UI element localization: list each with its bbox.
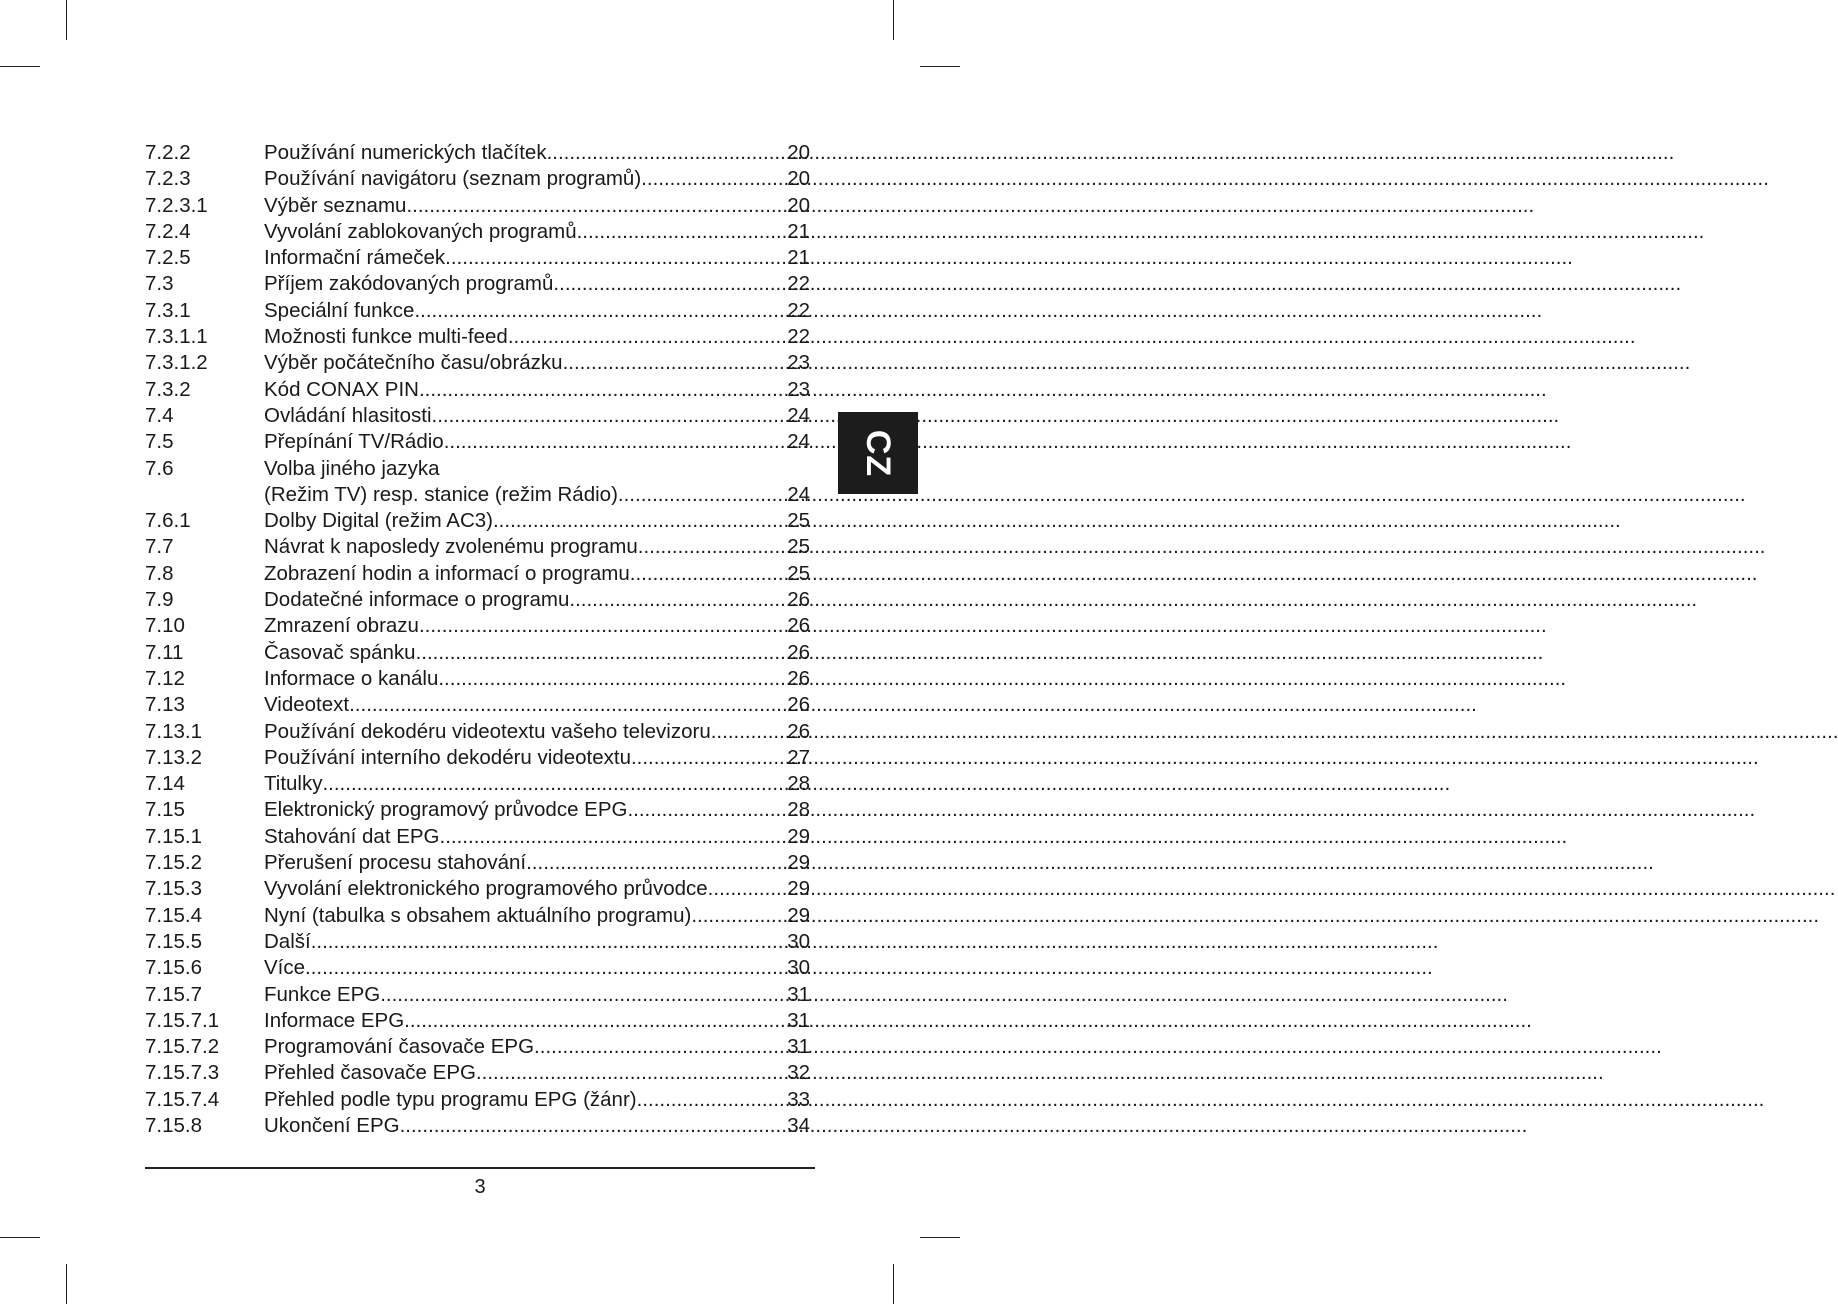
toc-section-title: Možnosti funkce multi-feed	[264, 325, 508, 349]
toc-row[interactable]	[145, 955, 810, 981]
toc-section-title: Volba jiného jazyka	[264, 456, 440, 480]
toc-row[interactable]	[145, 850, 810, 876]
toc-row[interactable]	[145, 561, 810, 587]
toc-dot-leader	[432, 403, 788, 429]
crop-mark-left-bottom	[0, 1237, 40, 1238]
toc-page-number: 20	[787, 141, 810, 164]
toc-section-title: Vyvolání zablokovaných programů	[264, 219, 577, 243]
toc-row[interactable]	[145, 613, 810, 639]
toc-section-number: 7.5	[145, 430, 174, 454]
toc-section-number: 7.13.2	[145, 745, 202, 769]
toc-section-title: Speciální funkce	[264, 298, 415, 322]
toc-section-title: Příjem zakódovaných programů	[264, 272, 554, 296]
toc-dot-leader	[311, 929, 787, 955]
toc-dot-leader	[438, 666, 787, 692]
toc-section-number: 7.9	[145, 588, 174, 612]
toc-page-number: 21	[787, 219, 810, 243]
toc-section-title: Ukončení EPG	[264, 1113, 400, 1137]
toc-row[interactable]	[145, 403, 810, 429]
toc-row[interactable]	[145, 771, 810, 797]
toc-page-number: 20	[787, 167, 810, 191]
toc-section-title: Dodatečné informace o programu	[264, 588, 570, 612]
toc-section-number: 7.2.4	[145, 219, 191, 243]
toc-section-number: 7.15.7.4	[145, 1087, 220, 1111]
toc-page-number: 29	[787, 851, 810, 875]
toc-page-number: 26	[787, 693, 810, 717]
crop-mark-left-top	[0, 66, 40, 67]
toc-section-title: Zobrazení hodin a informací o programu	[264, 561, 630, 585]
toc-page-number: 26	[787, 588, 810, 612]
crop-mark-bottom-left	[66, 1264, 67, 1304]
toc-page-number: 24	[787, 430, 810, 454]
toc-page-number: 26	[787, 614, 810, 638]
toc-row[interactable]	[145, 929, 810, 955]
toc-section-title: Výběr seznamu	[264, 193, 407, 217]
toc-row[interactable]	[145, 534, 810, 560]
footer-rule	[145, 1167, 815, 1169]
toc-dot-leader	[508, 324, 787, 350]
toc-dot-leader	[569, 587, 787, 613]
toc-dot-leader	[563, 350, 788, 376]
toc-row[interactable]	[145, 377, 810, 403]
toc-section-number: 7.15.7	[145, 982, 202, 1006]
toc-section-number: 7.6	[145, 456, 174, 480]
toc-section-number: 7.13.1	[145, 719, 202, 743]
toc-section-title: Dolby Digital (režim AC3)	[264, 509, 493, 533]
toc-section-number: 7.15	[145, 798, 185, 822]
toc-row[interactable]	[145, 903, 810, 929]
toc-row[interactable]	[145, 745, 810, 771]
toc-page-number: 30	[787, 929, 810, 953]
toc-dot-leader	[708, 876, 788, 902]
toc-dot-leader	[630, 561, 787, 587]
toc-page-number: 22	[787, 325, 810, 349]
toc-dot-leader	[577, 219, 788, 245]
toc-page-number: 29	[787, 824, 810, 848]
toc-section-title: Návrat k naposledy zvolenému programu	[264, 535, 638, 559]
crop-mark-top-right	[893, 0, 894, 40]
toc-row[interactable]	[145, 719, 810, 745]
toc-row[interactable]	[145, 193, 810, 219]
toc-row[interactable]	[145, 245, 810, 271]
toc-page-number: 31	[787, 1035, 810, 1059]
toc-page-number: 26	[787, 640, 810, 664]
toc-page-number: 26	[787, 719, 810, 743]
toc-section-number: 7.15.6	[145, 956, 202, 980]
toc-row[interactable]	[145, 797, 810, 823]
toc-section-title: Přehled podle typu programu EPG (žánr)	[264, 1087, 637, 1111]
toc-dot-leader	[526, 850, 787, 876]
toc-section-number: 7.3	[145, 272, 174, 296]
toc-page-number: 25	[787, 535, 810, 559]
toc-page-number: 31	[787, 982, 810, 1006]
toc-section-number: 7.14	[145, 772, 185, 796]
toc-dot-leader	[547, 140, 788, 166]
toc-dot-leader	[305, 955, 787, 981]
toc-dot-leader	[627, 797, 787, 823]
toc-dot-leader	[711, 719, 787, 745]
toc-section-number: 7.6.1	[145, 509, 191, 533]
toc-page-number: 22	[787, 272, 810, 296]
toc-section-title: Přepínání TV/Rádio	[264, 430, 444, 454]
toc-row[interactable]	[145, 140, 810, 166]
toc-section-number: 7.7	[145, 535, 174, 559]
toc-section-number: 7.3.1	[145, 298, 191, 322]
table-of-contents	[145, 140, 810, 1139]
toc-row[interactable]	[145, 482, 810, 508]
toc-page-number: 30	[787, 956, 810, 980]
toc-section-title: Přerušení procesu stahování	[264, 851, 527, 875]
toc-dot-leader	[637, 1087, 788, 1113]
toc-row[interactable]	[145, 456, 810, 482]
language-tab-label: CZ	[859, 429, 898, 477]
toc-dot-leader	[440, 824, 788, 850]
toc-section-title: Kód CONAX PIN	[264, 377, 419, 401]
toc-section-number: 7.15.7.3	[145, 1061, 220, 1085]
toc-section-title: Další	[264, 929, 311, 953]
page-number: 3	[474, 1176, 486, 1198]
toc-row[interactable]	[145, 508, 810, 534]
toc-section-number: 7.2.2	[145, 141, 191, 164]
toc-row[interactable]	[145, 298, 810, 324]
toc-dot-leader	[534, 1034, 787, 1060]
toc-section-title: Ovládání hlasitosti	[264, 403, 432, 427]
toc-section-number: 7.15.1	[145, 824, 202, 848]
toc-page-number: 22	[787, 298, 810, 322]
toc-section-title: Používání interního dekodéru videotextu	[264, 745, 631, 769]
toc-row[interactable]	[145, 876, 810, 902]
toc-page-number: 32	[787, 1061, 810, 1085]
toc-row[interactable]	[145, 1060, 810, 1086]
toc-section-number: 7.3.2	[145, 377, 191, 401]
crop-mark-top-left	[66, 0, 67, 40]
toc-section-title: Funkce EPG	[264, 982, 381, 1006]
toc-page-number: 28	[787, 798, 810, 822]
toc-page-number: 23	[787, 351, 810, 375]
toc-row[interactable]	[145, 666, 810, 692]
toc-dot-leader	[444, 429, 788, 455]
toc-dot-leader	[493, 508, 787, 534]
toc-row[interactable]	[145, 1113, 810, 1139]
toc-section-title: Informační rámeček	[264, 246, 446, 270]
toc-section-number: 7.10	[145, 614, 185, 638]
toc-page-number: 27	[787, 745, 810, 769]
toc-section-number: 7.15.7.2	[145, 1035, 220, 1059]
toc-page-number: 20	[787, 193, 810, 217]
toc-dot-leader	[419, 377, 787, 403]
toc-dot-leader	[476, 1060, 787, 1086]
toc-section-number: 7.11	[145, 640, 184, 664]
toc-row[interactable]	[145, 324, 810, 350]
toc-section-number: 7.13	[145, 693, 185, 717]
toc-dot-leader	[618, 482, 787, 508]
toc-dot-leader	[691, 903, 787, 929]
toc-page-number: 29	[787, 877, 810, 901]
toc-section-title: Používání dekodéru videotextu vašeho televizoru	[264, 719, 711, 743]
toc-section-number: 7.15.8	[145, 1113, 202, 1137]
toc-row[interactable]	[145, 982, 810, 1008]
toc-section-number: 7.3.1.1	[145, 325, 208, 349]
toc-row[interactable]	[145, 271, 810, 297]
toc-page-number: 29	[787, 903, 810, 927]
toc-row[interactable]	[145, 1087, 810, 1113]
toc-section-title: Informace EPG	[264, 1008, 405, 1032]
toc-dot-leader	[349, 692, 787, 718]
crop-mark-right-bottom	[920, 1237, 960, 1238]
toc-page-number: 34	[787, 1113, 810, 1137]
toc-section-number: 7.3.1.2	[145, 351, 208, 375]
toc-page-number: 25	[787, 509, 810, 533]
toc-row[interactable]	[145, 350, 810, 376]
toc-dot-leader	[631, 745, 787, 771]
toc-section-number: 7.15.3	[145, 877, 202, 901]
toc-section-title: Používání navigátoru (seznam programů)	[264, 167, 642, 191]
language-tab	[838, 412, 918, 494]
toc-dot-leader	[416, 640, 788, 666]
toc-section-title: (Režim TV) resp. stanice (režim Rádio)	[264, 482, 618, 506]
toc-section-title: Titulky	[264, 772, 323, 796]
toc-page-number: 31	[787, 1008, 810, 1032]
toc-dot-leader	[380, 982, 787, 1008]
toc-dot-leader	[641, 166, 787, 192]
toc-section-title: Informace o kanálu	[264, 666, 439, 690]
toc-row[interactable]	[145, 429, 810, 455]
toc-dot-leader	[406, 193, 787, 219]
toc-section-title: Více	[264, 956, 306, 980]
toc-section-title: Časovač spánku	[264, 640, 416, 664]
toc-row[interactable]	[145, 692, 810, 718]
toc-dot-leader	[414, 298, 787, 324]
toc-section-title: Stahování dat EPG	[264, 824, 440, 848]
toc-section-title: Vyvolání elektronického programového průvodce	[264, 877, 708, 901]
toc-section-number: 7.15.4	[145, 903, 202, 927]
toc-section-number: 7.15.5	[145, 929, 202, 953]
toc-dot-leader	[445, 245, 787, 271]
toc-section-number: 7.15.7.1	[145, 1008, 220, 1032]
toc-section-title: Používání numerických tlačítek	[264, 141, 547, 164]
toc-row[interactable]	[145, 166, 810, 192]
toc-section-number: 7.8	[145, 561, 174, 585]
toc-dot-leader	[322, 771, 787, 797]
toc-section-title: Elektronický programový průvodce EPG	[264, 798, 628, 822]
toc-page-number: 33	[787, 1087, 810, 1111]
crop-mark-right-top	[920, 66, 960, 67]
toc-row[interactable]	[145, 219, 810, 245]
toc-section-title: Přehled časovače EPG	[264, 1061, 476, 1085]
toc-page-number: 21	[787, 246, 810, 270]
toc-page-number: 25	[787, 561, 810, 585]
toc-dot-leader	[400, 1113, 788, 1139]
toc-dot-leader	[419, 613, 787, 639]
toc-row[interactable]	[145, 824, 810, 850]
crop-mark-bottom-right	[893, 1264, 894, 1304]
toc-page-number: 28	[787, 772, 810, 796]
toc-dot-leader	[638, 534, 787, 560]
toc-section-title: Programování časovače EPG	[264, 1035, 535, 1059]
toc-section-number: 7.2.3	[145, 167, 191, 191]
toc-section-number: 7.2.5	[145, 246, 191, 270]
toc-section-title: Zmrazení obrazu	[264, 614, 419, 638]
toc-section-title: Nyní (tabulka s obsahem aktuálního programu)	[264, 903, 692, 927]
toc-page-number: 24	[787, 403, 810, 427]
toc-row[interactable]	[145, 1034, 810, 1060]
toc-section-number: 7.12	[145, 666, 185, 690]
toc-page-number: 26	[787, 666, 810, 690]
toc-row[interactable]	[145, 587, 810, 613]
toc-section-number: 7.4	[145, 403, 174, 427]
toc-dot-leader	[553, 271, 787, 297]
toc-dot-leader	[404, 1008, 787, 1034]
toc-section-number: 7.2.3.1	[145, 193, 208, 217]
toc-section-title: Výběr počátečního času/obrázku	[264, 351, 563, 375]
toc-row[interactable]	[145, 640, 810, 666]
toc-row[interactable]	[145, 1008, 810, 1034]
toc-page-number: 24	[787, 482, 810, 506]
toc-section-title: Videotext	[264, 693, 350, 717]
toc-section-number: 7.15.2	[145, 851, 202, 875]
toc-page-number: 23	[787, 377, 810, 401]
